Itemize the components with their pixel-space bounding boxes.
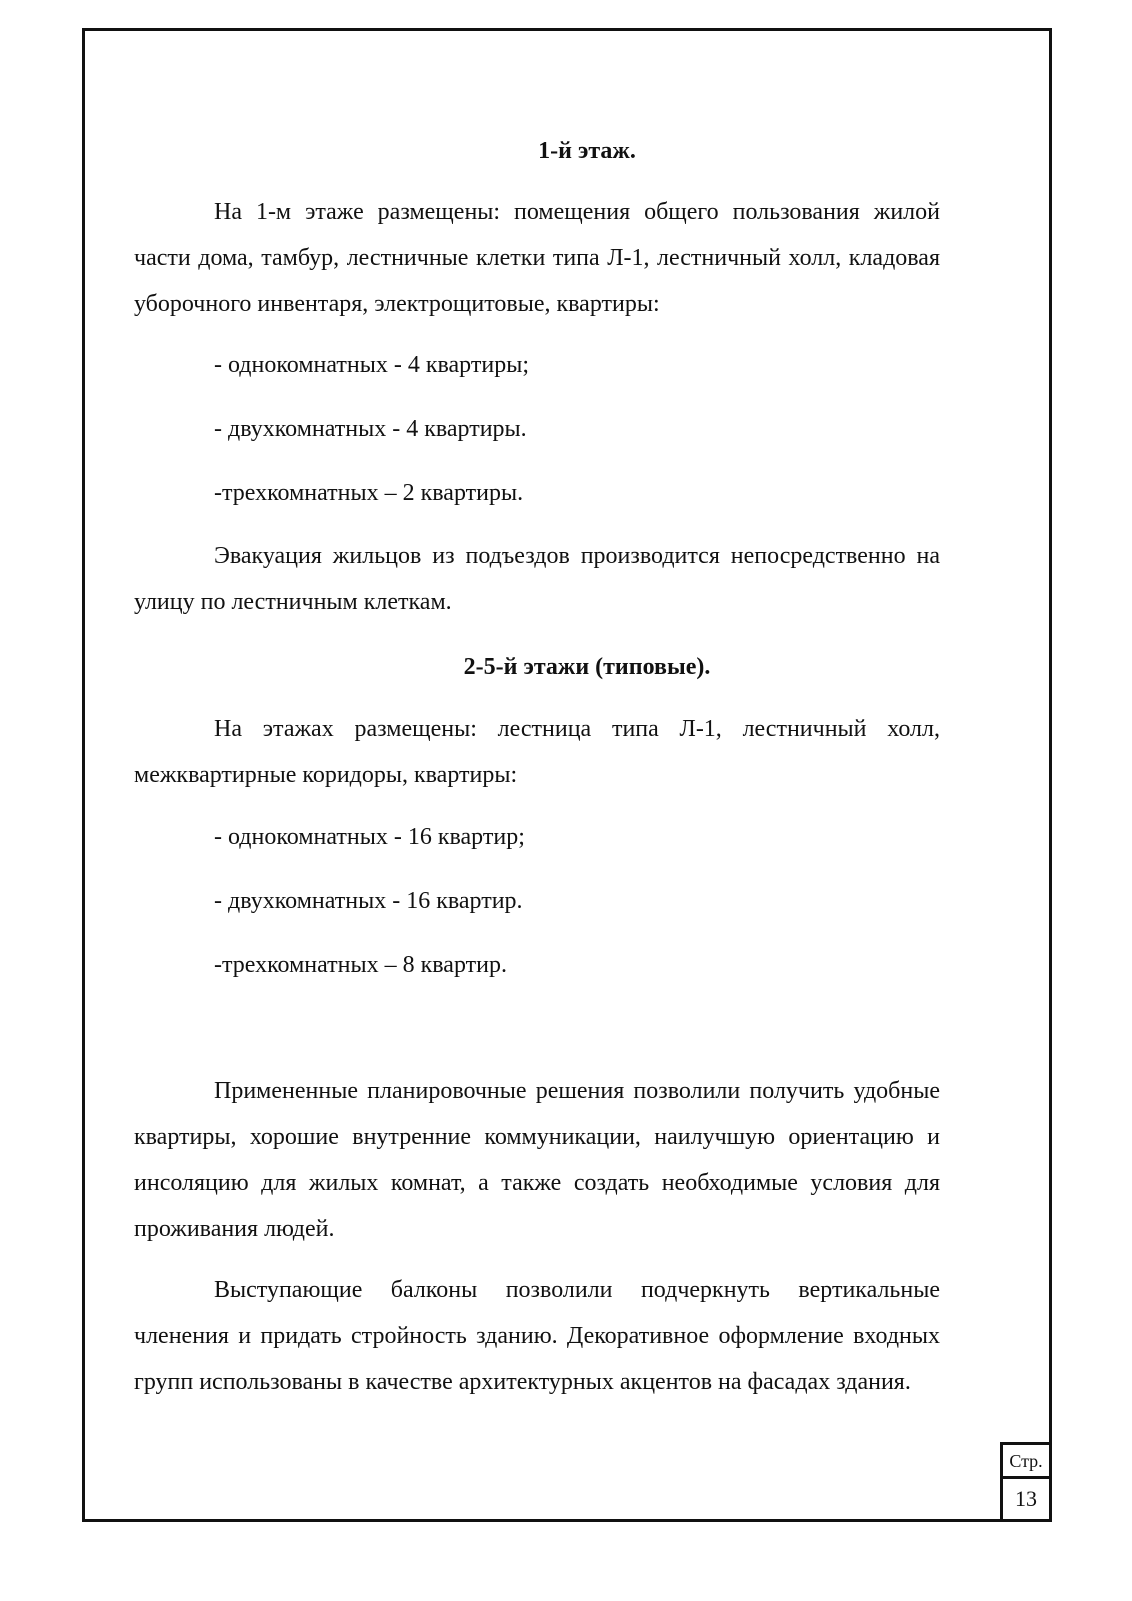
section-heading-floor-1: 1-й этаж. (538, 138, 636, 164)
list-item: - двухкомнатных - 4 квартиры. (214, 416, 527, 442)
paragraph-planning-solutions: Примененные планировочные решения позволили получить удобные квартиры, хорошие внутренние коммуникации, наилучшую ориентацию и инсоляцию для жилых комнат, а также создать необходимые условия для проживания людей. (134, 1078, 940, 1242)
page-label: Стр. (1003, 1445, 1049, 1479)
paragraph-balconies: Выступающие балконы позволили подчеркнуть вертикальные членения и придать стройность зданию. Декоративное оформление входных групп использованы в качестве архитектурных акцентов на фасадах здания. (134, 1277, 940, 1395)
paragraph-evacuation: Эвакуация жильцов из подъездов производится непосредственно на улицу по лестничным клеткам. (134, 543, 940, 615)
list-item: - однокомнатных - 16 квартир; (214, 824, 525, 850)
list-item: -трехкомнатных – 8 квартир. (214, 952, 507, 978)
paragraph-floor-1-intro: На 1-м этаже размещены: помещения общего пользования жилой части дома, тамбур, лестничные клетки типа Л-1, лестничный холл, кладовая уборочного инвентаря, электрощитовые, квартиры: (134, 199, 940, 317)
paragraph-typical-floors-intro: На этажах размещены: лестница типа Л-1, лестничный холл, межквартирные коридоры, квартиры: (134, 716, 940, 788)
list-item: - двухкомнатных - 16 квартир. (214, 888, 523, 914)
section-heading-typical-floors: 2-5-й этажи (типовые). (463, 654, 711, 680)
list-item: -трехкомнатных – 2 квартиры. (214, 480, 524, 506)
page-number-stamp (1000, 1442, 1052, 1522)
page-number: 13 (1015, 1486, 1037, 1511)
list-item: - однокомнатных - 4 квартиры; (214, 352, 529, 378)
